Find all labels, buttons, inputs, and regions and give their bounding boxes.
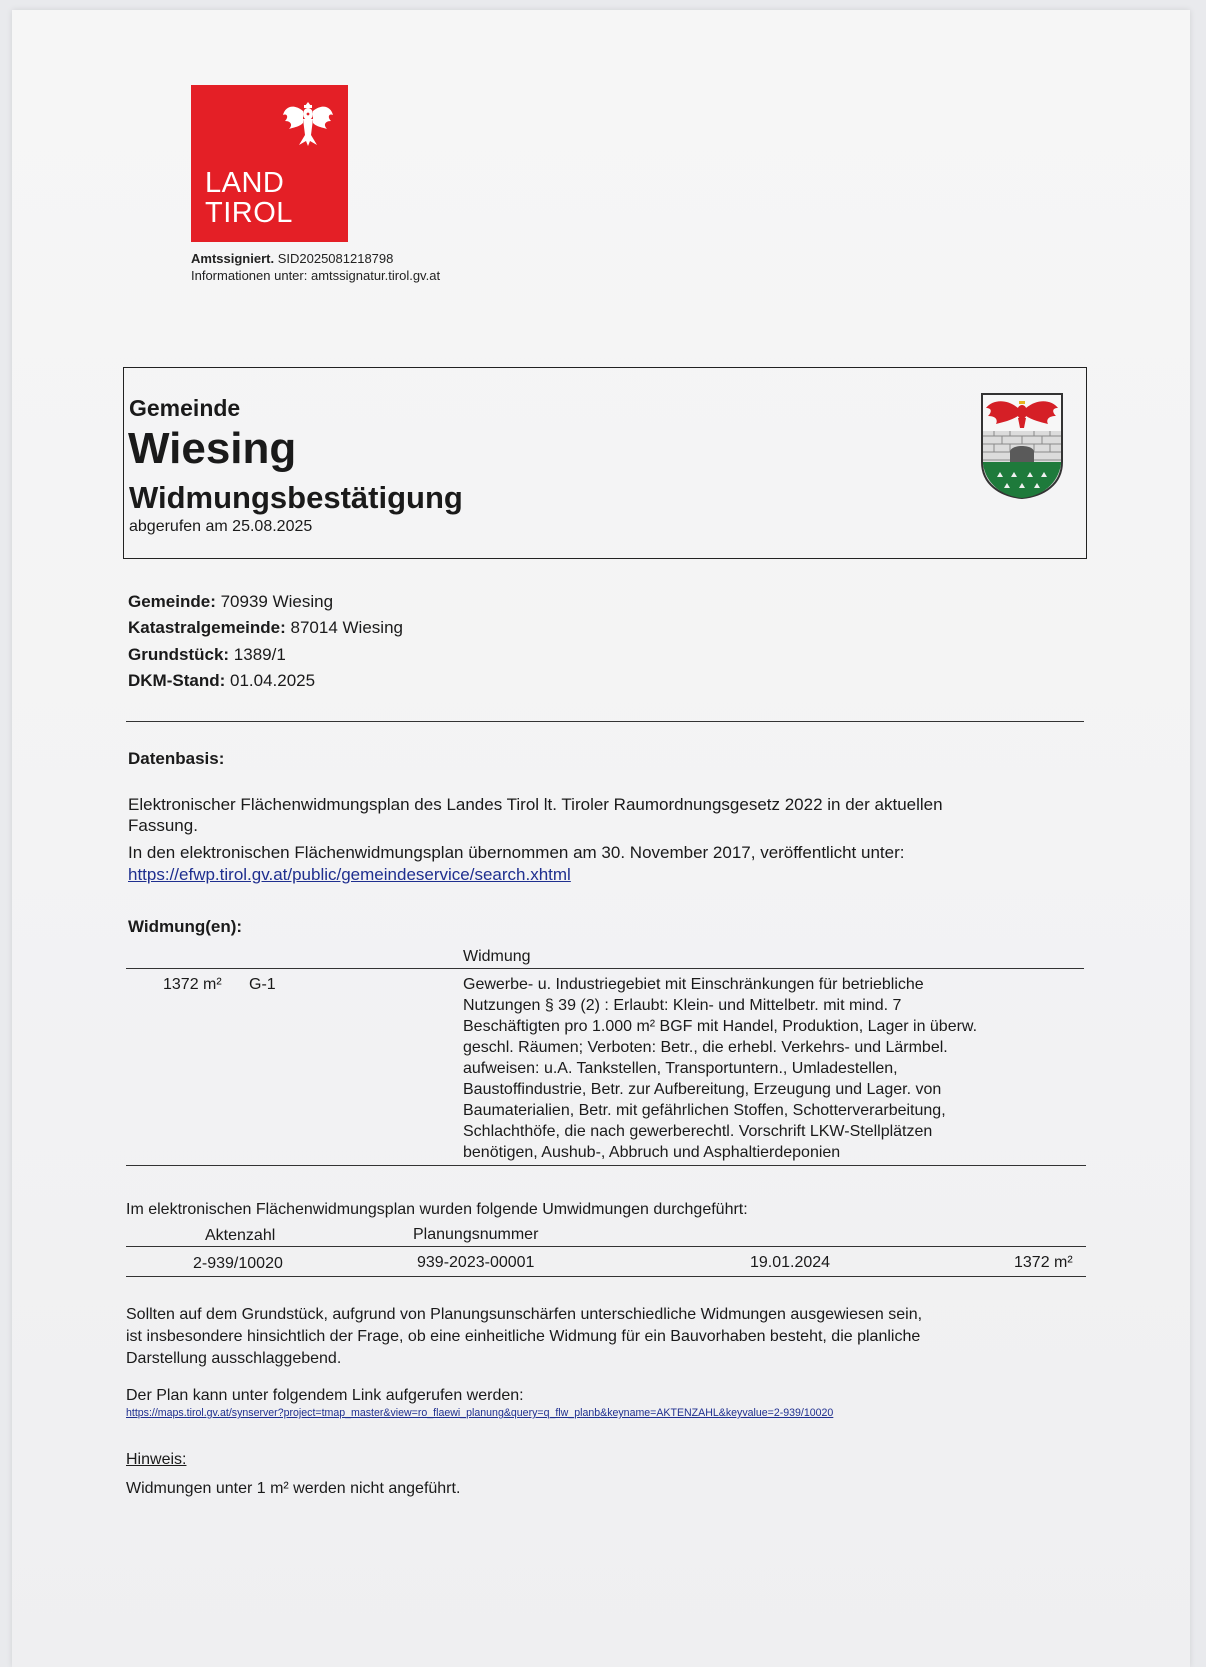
detail-value: 70939 Wiesing <box>220 592 334 611</box>
widmungen-heading: Widmung(en): <box>128 917 243 936</box>
widmung-line: Schlachthöfe, die nach gewerberechtl. Vorschrift LKW-Stellplätzen <box>463 1123 933 1140</box>
wiesing-coat-of-arms-icon <box>980 392 1064 500</box>
widmung-line: aufweisen: u.A. Tankstellen, Transportuntern., Umladestellen, <box>463 1060 898 1077</box>
tyrol-eagle-icon <box>281 97 335 147</box>
header-gemeinde-label: Gemeinde <box>129 395 241 421</box>
detail-katastralgemeinde <box>128 618 403 638</box>
umwidmungen-intro: Im elektronischen Flächenwidmungsplan wurden folgende Umwidmungen durchgeführt: <box>126 1201 748 1218</box>
umwidmung-planungsnummer: 939-2023-00001 <box>417 1254 535 1271</box>
widmung-line: Baustoffindustrie, Betr. zur Aufbereitung, Erzeugung und Lager. von <box>463 1081 942 1098</box>
divider <box>126 721 1084 722</box>
widmung-line: Gewerbe- u. Industriegebiet mit Einschränkungen für betriebliche <box>463 976 924 993</box>
umwidmung-aktenzahl: 2-939/10020 <box>193 1255 283 1272</box>
logo-line-tirol: TIROL <box>205 197 293 229</box>
header-box <box>123 367 1087 559</box>
table-rule <box>126 1165 1086 1166</box>
aktenzahl-column-header: Aktenzahl <box>205 1227 276 1244</box>
note-line3: Darstellung ausschlaggebend. <box>126 1350 342 1367</box>
header-municipality-name: Wiesing <box>128 424 297 473</box>
signature-sid: SID2025081218798 <box>277 251 394 266</box>
retrieved-date: abgerufen am 25.08.2025 <box>129 518 313 535</box>
table-rule <box>126 968 1084 969</box>
detail-dkm-stand <box>128 671 315 691</box>
plan-link[interactable]: https://maps.tirol.gv.at/synserver?project=tmap_master&view=ro_flaewi_planung&query=q_flw_planb&keyname=AKTENZAHL&keyvalue=2-939/10020 <box>126 1407 834 1419</box>
land-tirol-logo <box>191 85 348 242</box>
widmung-line: Nutzungen § 39 (2) : Erlaubt: Klein- und Mittelbetr. mit mind. 7 <box>463 997 902 1014</box>
detail-value: 01.04.2025 <box>230 671 316 690</box>
logo-line-land: LAND <box>205 167 285 199</box>
widmung-line: Beschäftigten pro 1.000 m² BGF mit Handel, Produktion, Lager in überw. <box>463 1018 978 1035</box>
detail-gemeinde <box>128 592 333 612</box>
detail-grundstueck <box>128 645 286 665</box>
detail-label: Gemeinde: <box>128 592 216 611</box>
widmung-line: Baumaterialien, Betr. mit gefährlichen Stoffen, Schotterverarbeitung, <box>463 1102 946 1119</box>
umwidmung-flaeche: 1372 m² <box>1014 1254 1073 1271</box>
signature-info: Informationen unter: amtssignatur.tirol.gv.at <box>191 268 441 283</box>
planungsnummer-column-header: Planungsnummer <box>413 1226 539 1243</box>
hinweis-heading: Hinweis: <box>126 1451 187 1468</box>
hinweis-text: Widmungen unter 1 m² werden nicht angeführt. <box>126 1480 461 1497</box>
datenbasis-line1: Elektronischer Flächenwidmungsplan des Landes Tirol lt. Tiroler Raumordnungsgesetz 2022 in der aktuellen <box>128 795 943 814</box>
umwidmung-datum: 19.01.2024 <box>750 1254 831 1271</box>
note-line2: ist insbesondere hinsichtlich der Frage, ob eine einheitliche Widmung für ein Bauvorhaben besteht, die planliche <box>126 1328 921 1345</box>
widmung-column-header: Widmung <box>463 948 531 965</box>
widmung-code: G-1 <box>249 976 276 993</box>
detail-label: Grundstück: <box>128 645 230 664</box>
datenbasis-heading: Datenbasis: <box>128 749 225 768</box>
widmung-line: benötigen, Aushub-, Abbruch und Asphaltierdeponien <box>463 1144 841 1161</box>
widmung-area: 1372 m² <box>163 976 222 993</box>
signature-block <box>191 250 440 284</box>
detail-value: 87014 Wiesing <box>290 618 403 637</box>
table-rule <box>126 1276 1086 1277</box>
table-rule <box>126 1246 1086 1247</box>
detail-label: Katastralgemeinde: <box>128 618 286 637</box>
page-title: Widmungsbestätigung <box>129 480 463 515</box>
datenbasis-line1b: Fassung. <box>128 816 198 835</box>
efwp-link[interactable]: https://efwp.tirol.gv.at/public/gemeindeservice/search.xhtml <box>128 865 571 884</box>
detail-value: 1389/1 <box>233 645 286 664</box>
signature-label: Amtssigniert. <box>191 251 275 266</box>
detail-label: DKM-Stand: <box>128 671 226 690</box>
widmung-line: geschl. Räumen; Verboten: Betr., die erhebl. Verkehrs- und Lärmbel. <box>463 1039 948 1056</box>
plan-intro: Der Plan kann unter folgendem Link aufgerufen werden: <box>126 1387 524 1404</box>
note-line1: Sollten auf dem Grundstück, aufgrund von Planungsunschärfen unterschiedliche Widmungen ausgewiesen sein, <box>126 1306 923 1323</box>
widmung-description <box>463 974 1093 1163</box>
datenbasis-line2: In den elektronischen Flächenwidmungsplan übernommen am 30. November 2017, veröffentlicht unter: <box>128 843 905 862</box>
